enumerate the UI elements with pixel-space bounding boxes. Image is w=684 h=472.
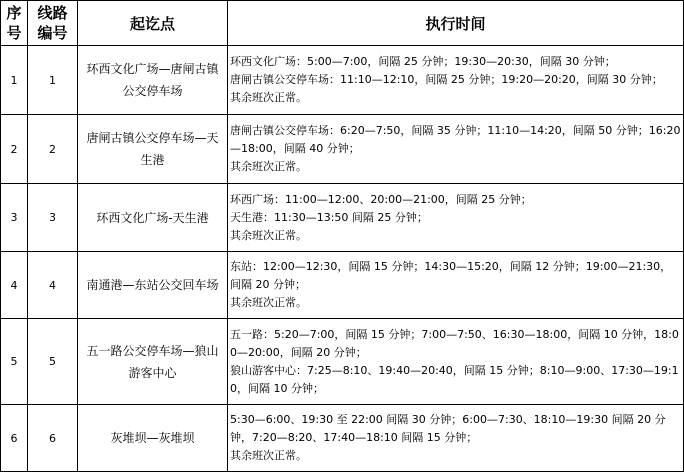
header-code (28, 1, 78, 46)
row-code: 3 (28, 184, 78, 252)
row-route: 唐闸古镇公交停车场—天生港 (78, 115, 228, 184)
row-code: 6 (28, 405, 78, 472)
header-route: 起讫点 (78, 1, 228, 46)
schedule-line: 环西广场：11:00—12:00、20:00—21:00，间隔 25 分钟； (230, 192, 532, 206)
schedule-line: 五一路：5:20—7:00，间隔 15 分钟；7:00—7:50、16:30—18:00，间隔 10 分钟，18:00—20:00，间隔 20 分钟； (230, 327, 679, 359)
schedule-line: 其余班次正常。 (230, 160, 307, 173)
row-code: 1 (28, 46, 78, 115)
header-seq-line1: 序 (6, 4, 22, 22)
header-schedule: 执行时间 (228, 1, 684, 46)
table-row (1, 184, 684, 252)
row-route: 南通港—东站公交回车场 (78, 252, 228, 319)
row-schedule (228, 252, 684, 319)
schedule-line: 其余班次正常。 (230, 228, 307, 242)
row-schedule (228, 115, 684, 184)
row-schedule (228, 405, 684, 472)
row-code: 2 (28, 115, 78, 184)
header-seq (1, 1, 28, 46)
header-code-line2: 编号 (37, 24, 68, 42)
schedule-line: 其余班次正常。 (230, 449, 307, 462)
table-row (1, 46, 684, 115)
schedule-line: 东站：12:00—12:30，间隔 15 分钟；14:30—15:20，间隔 12 分钟；19:00—21:30，间隔 20 分钟； (230, 260, 672, 291)
row-seq: 6 (1, 405, 28, 472)
schedule-line: 5:30—6:00、19:30 至 22:00 间隔 30 分钟；6:00—7:30、18:10—19:30 间隔 20 分钟，7:20—8:20、17:40—18:10 间隔 15 分钟； (230, 413, 666, 444)
row-seq: 5 (1, 319, 28, 405)
row-seq: 4 (1, 252, 28, 319)
row-route: 环西文化广场-天生港 (78, 184, 228, 252)
schedule-line: 天生港：11:30—13:50 间隔 25 分钟； (230, 210, 428, 224)
header-row (1, 1, 684, 46)
row-seq: 1 (1, 46, 28, 115)
row-code: 5 (28, 319, 78, 405)
row-seq: 2 (1, 115, 28, 184)
row-route: 灰堆坝—灰堆坝 (78, 405, 228, 472)
row-code: 4 (28, 252, 78, 319)
schedule-line: 唐闸古镇公交停车场：6:20—7:50，间隔 35 分钟；11:10—14:20，间隔 50 分钟；16:20—18:00，间隔 40 分钟； (230, 124, 681, 155)
row-schedule (228, 319, 684, 405)
table-row (1, 115, 684, 184)
row-schedule (228, 184, 684, 252)
schedule-line: 其余班次正常。 (230, 91, 307, 104)
row-route: 环西文化广场—唐闸古镇公交停车场 (78, 46, 228, 115)
table-row (1, 319, 684, 405)
table-row (1, 405, 684, 472)
schedule-line: 狼山游客中心：7:25—8:10、19:40—20:40，间隔 15 分钟；8:10—9:00、17:30—19:10，间隔 10 分钟； (230, 363, 679, 395)
row-seq: 3 (1, 184, 28, 252)
header-seq-line2: 号 (6, 24, 22, 42)
header-code-line1: 线路 (37, 4, 68, 22)
row-route: 五一路公交停车场—狼山游客中心 (78, 319, 228, 405)
schedule-line: 环西文化广场：5:00—7:00，间隔 25 分钟；19:30—20:30，间隔 30 分钟； (230, 55, 616, 68)
row-schedule (228, 46, 684, 115)
table-row (1, 252, 684, 319)
schedule-line: 其余班次正常。 (230, 296, 307, 309)
schedule-line: 唐闸古镇公交停车场：11:10—12:10，间隔 25 分钟；19:20—20:20，间隔 30 分钟； (230, 73, 663, 86)
